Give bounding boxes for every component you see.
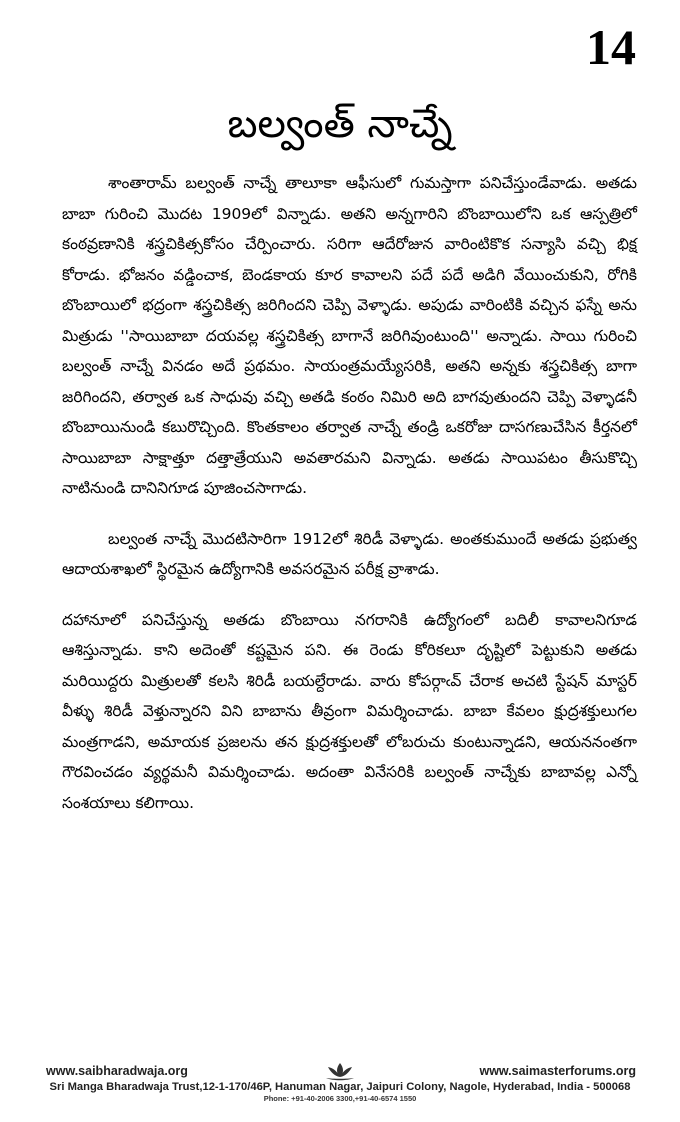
chapter-title: బల్వంత్ నాచ్నే — [227, 101, 453, 147]
chapter-number: 14 — [586, 19, 636, 75]
body-text — [62, 168, 637, 838]
paragraph-2: బల్వంత నాచ్నే మొదటిసారిగా 1912లో శిరిడీ వెళ్ళాడు. అంతకుముందే అతడు ప్రభుత్వ ఆదాయశాఖలో స్థిరమైన ఉద్యోగానికి అవసరమైన పరీక్ష వ్రాశాడు. — [62, 529, 637, 578]
lotus-emblem-icon — [323, 1061, 357, 1083]
footer-left-link[interactable]: www.saibharadwaja.org — [46, 1064, 188, 1078]
footer-address: Sri Manga Bharadwaja Trust,12-1-170/46P, Hanuman Nagar, Jaipuri Colony, Nagole, Hyderabad, India - 500068 — [49, 1081, 631, 1093]
footer-right-link[interactable]: www.saimasterforums.org — [479, 1064, 636, 1078]
page-footer — [0, 1064, 680, 1103]
paragraph-3: దహానూలో పనిచేస్తున్న అతడు బొంబాయి నగరానికి ఉద్యోగంలో బదిలీ కావాలనిగూడ ఆశిస్తున్నాడు. కాని అదెంతో కష్టమైన పని. ఈ రెండు కోరికలూ దృష్టిలో పెట్టుకుని అతడు మరియిద్దరు మిత్రులతో కలసి శిరిడీ బయల్దేరాడు. వారు కోపర్గాఁవ్ చేరాక అచటి స్టేషన్ మాస్టర్ వీళ్ళు శిరిడీ వెళ్తున్నారని విని బాబాను తీవ్రంగా విమర్శించాడు. బాబా కేవలం క్షుద్రశక్తులుగల మంత్రగాడని, అమాయక ప్రజలను తన క్షుద్రశక్తులతో లోబరుచు కుంటున్నాడని, ఆయననంతగా గౌరవించడం వ్యర్థమనీ విమర్శించాడు. అదంతా వినేసరికి బల్వంత్ నాచ్నేకు బాబావల్ల ఎన్నో సంశయాలు కలిగాయి. — [62, 610, 637, 812]
footer-phone: Phone: +91-40-2006 3300,+91-40-6574 1550 — [263, 1094, 417, 1103]
footer-links-row — [0, 1064, 680, 1080]
paragraph-1: శాంతారామ్ బల్వంత్ నాచ్నే తాలూకా ఆఫీసులో గుమస్తాగా పనిచేస్తుండేవాడు. అతడు బాబా గురించి మొదట 1909లో విన్నాడు. అతని అన్నగారిని బొంబాయిలోని ఒక ఆస్పత్రిలో కంఠవ్రణానికి శస్త్రచికిత్సకోసం చేర్పించారు. సరిగా ఆదేరోజున వారింటికొక సన్యాసి వచ్చి భిక్ష కోరాడు. భోజనం వడ్డించాక, బెండకాయ కూర కావాలని పదే పదే అడిగి వేయించుకుని, రోగికి బొంబాయిలో భద్రంగా శస్త్రచికిత్స జరిగిందని చెప్పి వెళ్ళాడు. అపుడు వారింటికి వచ్చిన ఫస్నే అను మిత్రుడు ''సాయిబాబా దయవల్ల శస్త్రచికిత్స బాగానే జరిగివుంటుంది'' అన్నాడు. సాయి గురించి బల్వంత్ నాచ్నే వినడం అదే ప్రథమం. సాయంత్రమయ్యేసరికి, అతని అన్నకు శస్త్రచికిత్స బాగా జరిగిందని, తర్వాత ఒక సాధువు వచ్చి అతడి కంఠం నిమిరి అది బాగవుతుందని చెప్పి వెళ్ళాడనీ బొంబాయినుండి కబురొచ్చింది. కొంతకాలం తర్వాత నాచ్నే తండ్రి ఒకరోజు దాసగణుచేసిన కీర్తనలో సాయిబాబా సాక్షాత్తూ దత్తాత్రేయుని అవతారమని విన్నాడు. అతడు సాయిపటం తీసుకొచ్చి నాటినుండి దానినిగూడ పూజించసాగాడు. — [62, 174, 637, 497]
